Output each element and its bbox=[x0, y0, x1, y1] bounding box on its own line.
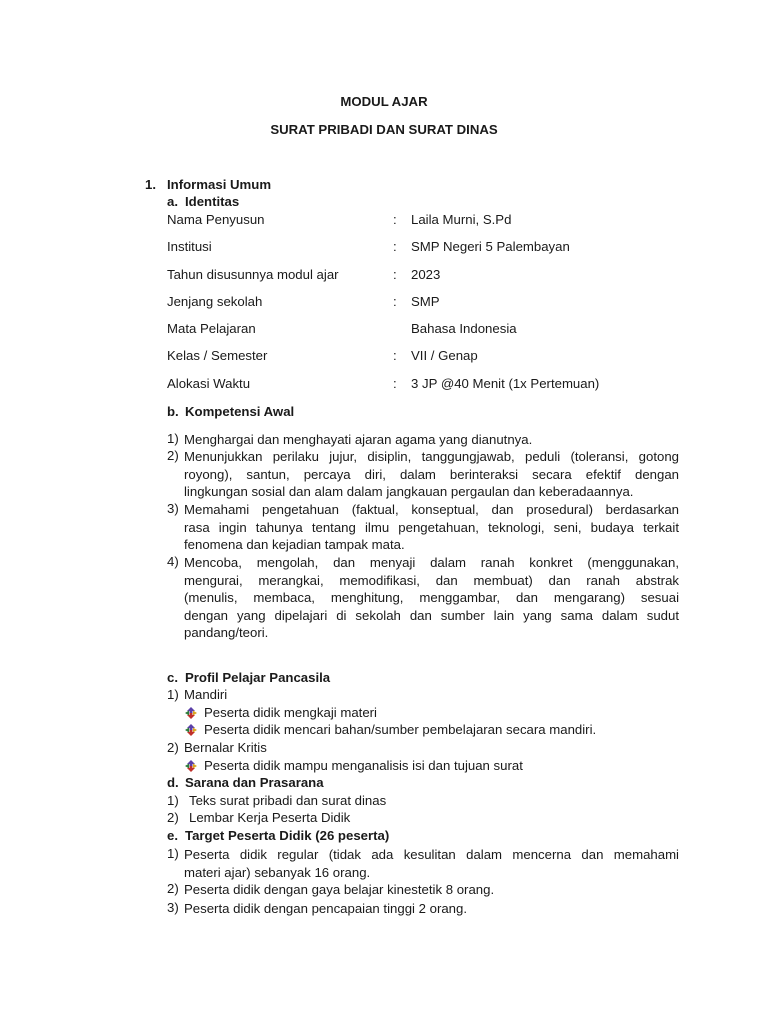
identity-label: Nama Penyusun bbox=[167, 212, 265, 227]
subsection-e-letter: e. bbox=[167, 828, 178, 843]
list-item: Teks surat pribadi dan surat dinas bbox=[189, 793, 387, 808]
subsection-c-letter: c. bbox=[167, 670, 178, 685]
identity-value: SMP Negeri 5 Palembayan bbox=[411, 239, 570, 254]
identity-value: 2023 bbox=[411, 267, 441, 282]
list-number: 1) bbox=[167, 793, 179, 808]
list-item-line: Peserta didik regular (tidak ada kesulitan dalam mencerna dan memahami bbox=[184, 847, 679, 862]
list-number: 2) bbox=[167, 448, 179, 463]
bullet-text: Peserta didik mampu menganalisis isi dan tujuan surat bbox=[204, 758, 523, 773]
subsection-a-letter: a. bbox=[167, 194, 178, 209]
list-item bbox=[184, 881, 679, 899]
identity-value: Laila Murni, S.Pd bbox=[411, 212, 512, 227]
list-item-line: royong), santun, percaya diri, dalam berinteraksi secara efektif dengan bbox=[184, 466, 679, 482]
identity-separator: : bbox=[393, 376, 397, 391]
list-item-line: Peserta didik dengan pencapaian tinggi 2 orang. bbox=[184, 901, 468, 916]
subsection-d-title: Sarana dan Prasarana bbox=[185, 775, 324, 790]
list-item bbox=[184, 554, 679, 642]
list-item bbox=[184, 448, 679, 501]
list-item-line: pandang/teori. bbox=[184, 625, 269, 641]
list-item bbox=[184, 431, 679, 449]
arrow-bullet-icon bbox=[185, 707, 197, 719]
list-number: 1) bbox=[167, 687, 179, 702]
list-item-line: Peserta didik dengan gaya belajar kinestetik 8 orang. bbox=[184, 882, 495, 897]
list-item: Lembar Kerja Peserta Didik bbox=[189, 810, 351, 825]
subsection-b-letter: b. bbox=[167, 404, 179, 419]
list-item-line: Mencoba, mengolah, dan menyaji dalam ranah konkret (menggunakan, bbox=[184, 555, 679, 570]
section-number: 1. bbox=[145, 177, 156, 192]
identity-value: VII / Genap bbox=[411, 348, 478, 363]
identity-separator: : bbox=[393, 239, 397, 254]
document-subtitle: SURAT PRIBADI DAN SURAT DINAS bbox=[270, 122, 498, 137]
list-item-line: Menghargai dan menghayati ajaran agama yang dianutnya. bbox=[184, 432, 533, 447]
subsection-b-title: Kompetensi Awal bbox=[185, 404, 295, 419]
identity-label: Jenjang sekolah bbox=[167, 294, 263, 309]
identity-separator: : bbox=[393, 212, 397, 227]
list-item-line: Menunjukkan perilaku jujur, disiplin, tanggungjawab, peduli (toleransi, gotong bbox=[184, 449, 679, 464]
identity-label: Tahun disusunnya modul ajar bbox=[167, 267, 339, 282]
list-item-line: rasa ingin tahunya tentang ilmu pengetahuan, teknologi, seni, budaya terkait bbox=[184, 519, 679, 535]
profile-label: Mandiri bbox=[184, 687, 228, 702]
profile-label: Bernalar Kritis bbox=[184, 740, 267, 755]
list-item-line: (menulis, membaca, menghitung, menggambar, dan mengarang) sesuai bbox=[184, 590, 679, 606]
subsection-c-title: Profil Pelajar Pancasila bbox=[185, 670, 331, 685]
list-number: 3) bbox=[167, 501, 179, 516]
subsection-a-title: Identitas bbox=[185, 194, 240, 209]
list-item-line: lingkungan sosial dan alam dalam jangkauan pergaulan dan keberadaannya. bbox=[184, 484, 634, 500]
subsection-e-title: Target Peserta Didik (26 peserta) bbox=[185, 828, 390, 843]
list-number: 3) bbox=[167, 900, 179, 915]
identity-label: Institusi bbox=[167, 239, 212, 254]
identity-separator: : bbox=[393, 267, 397, 282]
list-number: 1) bbox=[167, 431, 179, 446]
list-item bbox=[184, 846, 679, 881]
list-number: 2) bbox=[167, 881, 179, 896]
list-item-line: mengurai, merangkai, memodifikasi, dan membuat) dan ranah abstrak bbox=[184, 572, 679, 588]
list-item-line: materi ajar) sebanyak 16 orang. bbox=[184, 864, 371, 880]
list-number: 1) bbox=[167, 846, 179, 861]
identity-label: Kelas / Semester bbox=[167, 348, 268, 363]
arrow-bullet-icon bbox=[185, 724, 197, 736]
list-item bbox=[184, 900, 679, 918]
document-title: MODUL AJAR bbox=[340, 94, 428, 109]
bullet-text: Peserta didik mengkaji materi bbox=[204, 705, 377, 720]
arrow-bullet-icon bbox=[185, 760, 197, 772]
identity-label: Alokasi Waktu bbox=[167, 376, 251, 391]
identity-separator: : bbox=[393, 348, 397, 363]
identity-label: Mata Pelajaran bbox=[167, 321, 256, 336]
list-number: 2) bbox=[167, 810, 179, 825]
list-number: 2) bbox=[167, 740, 179, 755]
identity-value: SMP bbox=[411, 294, 440, 309]
identity-value: Bahasa Indonesia bbox=[411, 321, 517, 336]
list-item-line: Memahami pengetahuan (faktual, konseptual, dan prosedural) berdasarkan bbox=[184, 502, 679, 517]
identity-separator: : bbox=[393, 294, 397, 309]
list-item-line: fenomena dan kejadian tampak mata. bbox=[184, 537, 405, 553]
bullet-text: Peserta didik mencari bahan/sumber pembelajaran secara mandiri. bbox=[204, 722, 597, 737]
list-item-line: dengan yang dipelajari di sekolah dan sumber lain yang sama dalam sudut bbox=[184, 607, 679, 623]
list-item bbox=[184, 501, 679, 554]
list-number: 4) bbox=[167, 554, 179, 569]
section-title: Informasi Umum bbox=[167, 177, 272, 192]
subsection-d-letter: d. bbox=[167, 775, 179, 790]
identity-value: 3 JP @40 Menit (1x Pertemuan) bbox=[411, 376, 600, 391]
